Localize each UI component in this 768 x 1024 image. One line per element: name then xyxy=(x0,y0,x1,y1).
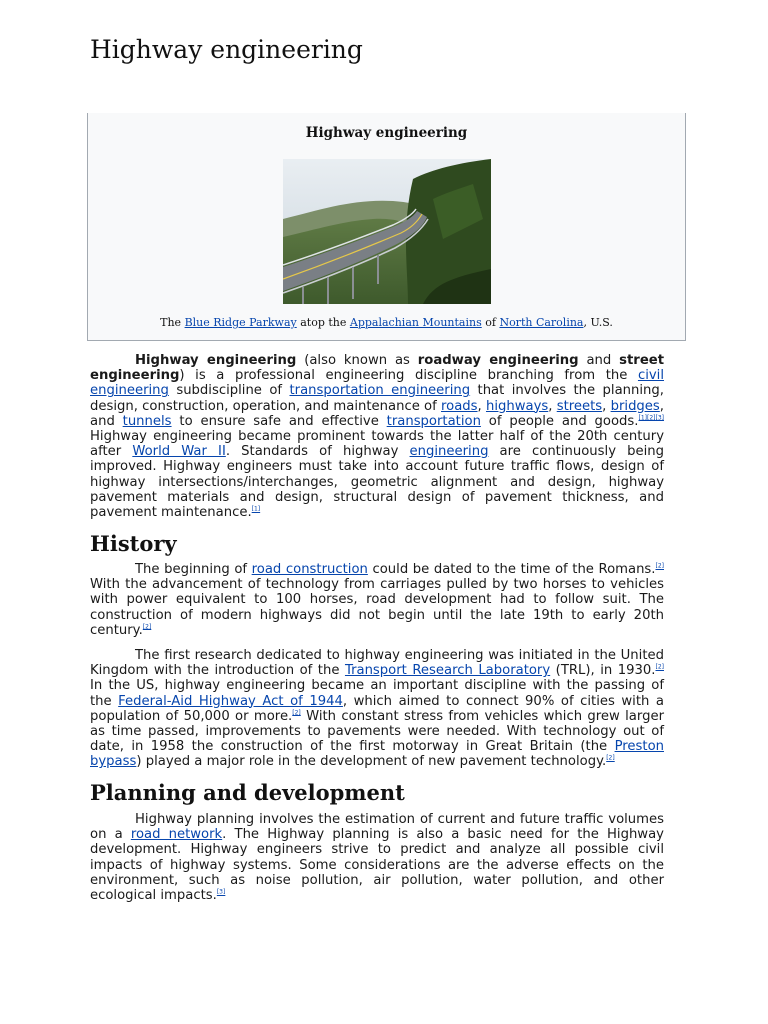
bold-term: street engineering xyxy=(90,353,665,384)
bold-term: Highway engineering xyxy=(135,353,297,368)
page-title: Highway engineering xyxy=(90,35,363,64)
link-appalachian-mountains[interactable]: Appalachian Mountains xyxy=(349,316,482,329)
bold-term: roadway engineering xyxy=(417,353,579,368)
text: Highway planning involves the estimation of current and future traffic volumes on a xyxy=(90,812,664,843)
link-streets[interactable]: streets xyxy=(556,398,603,414)
text: Highway engineering became prominent towards the latter half of the 20th century after xyxy=(90,429,664,460)
text: With constant stress from vehicles which grew larger as time passed, improvements to pavements were needed. With technology out of date, in 1958 the construction of the first motorway in Great Britain (the xyxy=(90,708,664,755)
caption-text: The xyxy=(160,316,185,329)
text: In the US, highway engineering became an important discipline with the passing of the xyxy=(90,678,664,709)
link-world-war-ii[interactable]: World War II xyxy=(132,444,226,460)
infobox-title: Highway engineering xyxy=(88,113,685,152)
link-tunnels[interactable]: tunnels xyxy=(122,413,172,429)
history-paragraph-1 xyxy=(90,562,664,638)
history-paragraph-2 xyxy=(90,648,664,770)
link-road-construction[interactable]: road construction xyxy=(251,562,368,577)
citation-ref[interactable]: [1] xyxy=(251,505,261,513)
text: are continuously being improved. Highway engineers must take into account future traffic flows, design of highway intersections/interchanges, geometric alignment and design, highway pavement materials and design, structural design of pavement thickness, and pavement maintenance. xyxy=(90,444,664,521)
link-highways[interactable]: highways xyxy=(485,398,549,414)
link-blue-ridge-parkway[interactable]: Blue Ridge Parkway xyxy=(184,316,297,329)
infobox xyxy=(87,113,686,341)
link-road-network[interactable]: road network xyxy=(130,827,223,843)
link-north-carolina[interactable]: North Carolina xyxy=(499,316,584,329)
text: that involves the planning, design, construction, operation, and maintenance of xyxy=(90,383,664,414)
caption-text: atop the xyxy=(296,316,350,329)
planning-paragraph xyxy=(90,812,664,903)
text: , which aimed to connect 90% of cities with a population of 50,000 or more. xyxy=(90,693,664,724)
link-transport-research-laboratory[interactable]: Transport Research Laboratory xyxy=(344,663,551,679)
link-roads[interactable]: roads xyxy=(441,398,478,414)
intro-paragraph xyxy=(90,353,664,520)
link-preston-bypass[interactable]: Preston bypass xyxy=(90,739,664,770)
text: . Standards of highway xyxy=(225,444,410,460)
citation-ref[interactable]: [2] xyxy=(606,755,615,763)
section-heading-history: History xyxy=(90,531,177,556)
link-transportation[interactable]: transportation xyxy=(386,413,481,429)
text: With the advancement of technology from carriages pulled by two horses to vehicles with power equivalent to 100 horses, road development had to follow suit. The construction of modern highways did not begin until the late 19th to early 20th century. xyxy=(90,577,664,638)
text: to ensure safe and effective xyxy=(171,413,387,429)
link-bridges[interactable]: bridges xyxy=(610,398,660,414)
text: , and xyxy=(90,398,664,429)
infobox-photo[interactable] xyxy=(283,159,491,304)
citation-ref[interactable]: [3] xyxy=(216,888,226,896)
section-heading-planning: Planning and development xyxy=(90,780,405,805)
citation-ref[interactable]: [1] xyxy=(638,414,647,422)
text: and xyxy=(578,353,620,368)
citation-ref[interactable]: [2] xyxy=(292,709,301,717)
citation-ref[interactable]: [2] xyxy=(646,414,656,422)
text: The beginning of xyxy=(135,562,252,577)
text: (also known as xyxy=(296,353,418,368)
link-civil-engineering[interactable]: civil engineering xyxy=(90,368,664,399)
text: subdiscipline of xyxy=(168,383,290,399)
link-engineering[interactable]: engineering xyxy=(409,444,489,460)
citation-ref[interactable]: [2] xyxy=(655,562,664,570)
text: , xyxy=(548,398,557,414)
citation-ref[interactable]: [2] xyxy=(655,663,664,671)
text: , xyxy=(602,398,611,414)
caption-text: of xyxy=(481,316,500,329)
text: The first research dedicated to highway engineering was initiated in the United Kingdom with the introduction of the xyxy=(90,648,664,679)
text: (TRL), in 1930. xyxy=(550,663,656,679)
text: of people and goods. xyxy=(480,413,639,429)
link-federal-aid-highway-act[interactable]: Federal-Aid Highway Act of 1944 xyxy=(118,693,343,709)
citation-ref[interactable]: [2] xyxy=(142,623,152,631)
text: ) played a major role in the development of new pavement technology. xyxy=(136,754,607,770)
text: . The Highway planning is also a basic need for the Highway development. Highway engineers strive to predict and analyze all possible civil impacts of highway systems. Some considerations are the adverse effects on the environment, such as noise pollution, air pollution, water pollution, and other ecological impacts. xyxy=(90,827,664,904)
caption-text: , U.S. xyxy=(583,316,613,329)
infobox-caption xyxy=(88,316,685,329)
text: could be dated to the time of the Romans. xyxy=(367,562,656,577)
citation-ref[interactable]: [3] xyxy=(655,414,664,422)
text: , xyxy=(477,398,486,414)
text: ) is a professional engineering discipline branching from the xyxy=(179,368,638,384)
link-transportation-engineering[interactable]: transportation engineering xyxy=(289,383,471,399)
